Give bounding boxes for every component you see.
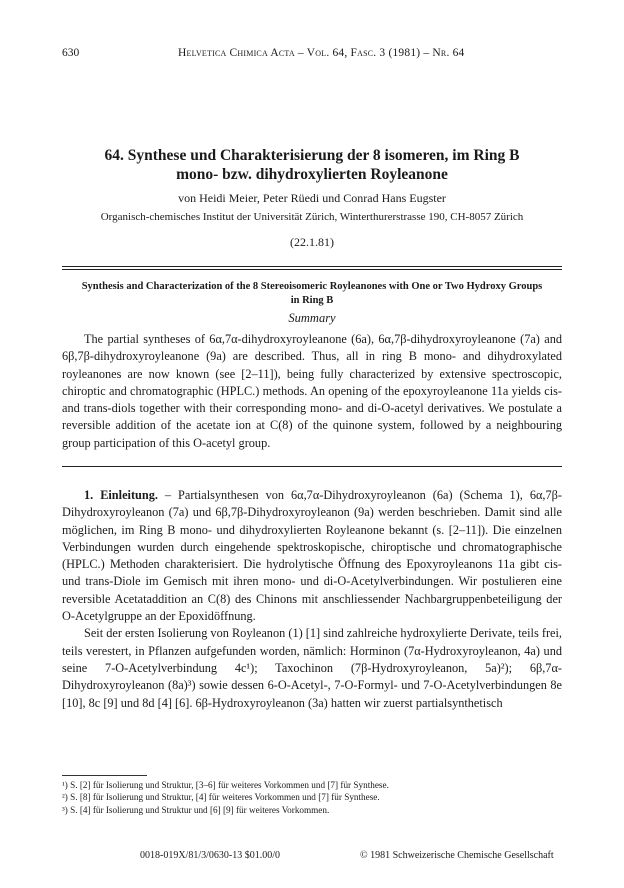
intro-paragraph-1 xyxy=(62,487,562,625)
running-head: Helvetica Chimica Acta – Vol. 64, Fasc. 3 (1981) – Nr. 64 xyxy=(178,47,465,59)
affiliation: Organisch-chemisches Institut der Universität Zürich, Winterthurerstrasse 190, CH-8057 Zürich xyxy=(100,211,524,223)
intro-paragraph-1-text: – Partialsynthesen von 6α,7α-Dihydroxyroyleanon (6a) (Schema 1), 6α,7β-Dihydroxyroyleanon (7a) und 6β,7β-Dihydroxyroyleanon (9a) werden beschrieben. Damit sind alle möglichen, im Ring B mono- und dihydroxylierten Royleanone bekannt (s. [2–11]). Die einzelnen Verbindungen wurden durch eingehende spektroskopische, chiroptische und chromatographische (HPLC.) Methoden charakterisiert. Die hydrolytische Öffnung des Epoxyroyleanons 11a gibt cis- und trans-Diole im Gemisch mit ihren mono- und di-O-Acetylverbindungen. Wir postulieren eine reversible Acetataddition an C(8) des Chinons mit anschliessender Nachbargruppenbeteiligung der O-Acetylgruppe an der Epoxidöffnung. xyxy=(62,488,562,624)
intro-paragraph-2: Seit der ersten Isolierung von Royleanon (1) [1] sind zahlreiche hydroxylierte Derivate, teils frei, teils verestert, in Pflanzen aufgefunden worden, nämlich: Horminon (7α-Hydroxyroyleanon, 4a) und seine 7-O-Acetylverbindung 4c¹); Taxochinon (7β-Hydroxyroyleanon, 5a)²); 6β,7α-Dihydroxyroyleanon (8a)³) sowie dessen 6-O-Acetyl-, 7-O-Formyl- und 7-O-Acetylverbindungen 8e [10], 8c [9] und 8d [4] [6]. 6β-Hydroxyroyleanon (3a) hatten wir zuerst partialsynthetisch xyxy=(62,626,562,710)
authors: von Heidi Meier, Peter Rüedi und Conrad Hans Eugster xyxy=(178,191,446,205)
title-line-1: 64. Synthese und Charakterisierung der 8 isomeren, im Ring B xyxy=(104,147,520,164)
footnotes xyxy=(62,779,562,816)
summary-text: The partial syntheses of 6α,7α-dihydroxyroyleanone (6a), 6α,7β-dihydroxyroyleanone (7a) and 6β,7β-dihydroxyroyleanone (9a) are described. Thus, all in ring B mono- and dihydroxylated royleanones are now known (see [2–11]), being fully characterized by extensive spectroscopic, chiroptic and chromatographic (HPLC.) methods. An opening of the epoxyroyleanone 11a yields cis- and trans-diols together with their corresponding mono- and di-O-acetyl derivatives. We postulate a reversible addition of the acetate ion at C(8) of the quinone system, followed by a neighbouring group participation of this O-acetyl group. xyxy=(62,332,562,450)
english-title-line-2: in Ring B xyxy=(290,295,334,306)
divider-top-double xyxy=(62,269,562,270)
footer-code: 0018-019X/81/3/0630-13 $01.00/0 xyxy=(140,850,280,861)
footnote-rule xyxy=(62,775,147,776)
received-date: (22.1.81) xyxy=(290,235,334,249)
divider-top xyxy=(62,266,562,267)
summary-heading: Summary xyxy=(288,311,336,325)
footnote-2: ²) S. [8] für Isolierung und Struktur, [4] für weiteres Vorkommen und [7] für Synthese. xyxy=(62,792,380,803)
footnote-1: ¹) S. [2] für Isolierung und Struktur, [3–6] für weiteres Vorkommen und [7] für Synthese. xyxy=(62,780,389,790)
introduction-section xyxy=(62,487,562,712)
footnote-3: ³) S. [4] für Isolierung und Struktur und [6] [9] für weiteres Vorkommen. xyxy=(62,804,330,815)
divider-summary xyxy=(62,466,562,467)
summary-paragraph xyxy=(62,331,562,452)
intro-heading: 1. Einleitung. xyxy=(84,488,158,502)
article-title xyxy=(60,146,564,184)
page-number: 630 xyxy=(62,47,80,59)
english-title xyxy=(60,280,564,308)
title-line-2: mono- bzw. dihydroxylierten Royleanone xyxy=(176,166,448,183)
footer-copyright: © 1981 Schweizerische Chemische Gesellschaft xyxy=(360,850,554,861)
english-title-line-1: Synthesis and Characterization of the 8 Stereoisomeric Royleanones with One or Two Hydroxy Groups xyxy=(81,281,543,292)
